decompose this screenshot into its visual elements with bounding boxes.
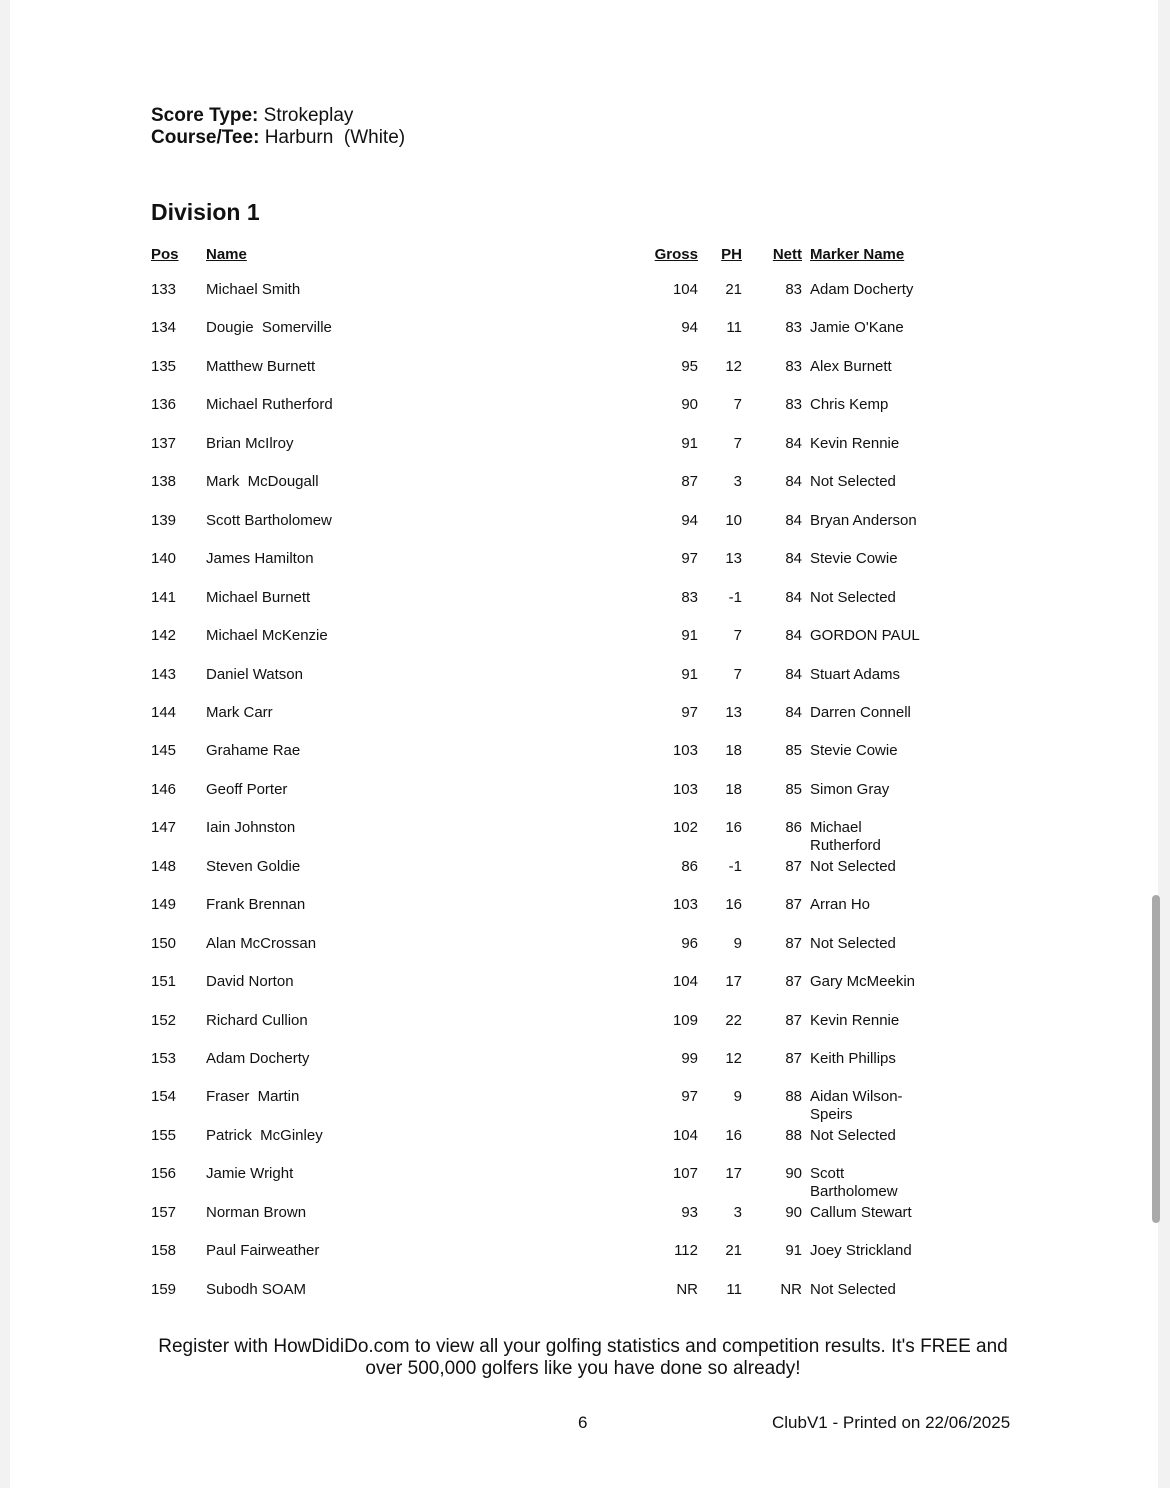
cell-name: Paul Fairweather xyxy=(206,1242,320,1259)
cell-pos: 154 xyxy=(151,1088,177,1105)
cell-pos: 152 xyxy=(151,1012,177,1029)
course-tee-label: Course/Tee: xyxy=(151,127,260,148)
cell-nett: 83 xyxy=(785,281,802,298)
cell-ph: 18 xyxy=(725,781,742,798)
cell-name: Subodh SOAM xyxy=(206,1281,307,1298)
table-row xyxy=(10,319,1158,357)
cell-ph: 12 xyxy=(725,1050,742,1067)
cell-nett: 84 xyxy=(785,550,802,567)
table-row xyxy=(10,396,1158,434)
cell-ph: -1 xyxy=(728,858,742,875)
cell-nett: 84 xyxy=(785,704,802,721)
cell-name: Grahame Rae xyxy=(206,742,301,759)
cell-ph: -1 xyxy=(728,589,742,606)
cell-gross: 91 xyxy=(681,435,698,452)
cell-ph: 17 xyxy=(725,973,742,990)
cell-name: Michael McKenzie xyxy=(206,627,328,644)
table-row xyxy=(10,1242,1158,1280)
cell-nett: 87 xyxy=(785,973,802,990)
table-row xyxy=(10,781,1158,819)
cell-gross: 97 xyxy=(681,1088,698,1105)
table-row xyxy=(10,589,1158,627)
cell-marker-name: Not Selected xyxy=(810,589,896,606)
cell-name: Patrick McGinley xyxy=(206,1127,323,1144)
cell-gross: 94 xyxy=(681,319,698,336)
table-row xyxy=(10,1012,1158,1050)
cell-ph: 7 xyxy=(733,396,742,413)
table-row xyxy=(10,704,1158,742)
cell-gross: 99 xyxy=(681,1050,698,1067)
cell-nett: 87 xyxy=(785,858,802,875)
cell-pos: 151 xyxy=(151,973,177,990)
cell-nett: 86 xyxy=(785,819,802,836)
competition-meta xyxy=(151,105,405,149)
cell-name: Steven Goldie xyxy=(206,858,301,875)
cell-pos: 136 xyxy=(151,396,177,413)
cell-marker-name: GORDON PAUL xyxy=(810,627,920,644)
cell-gross: 103 xyxy=(672,896,698,913)
cell-gross: 83 xyxy=(681,589,698,606)
cell-gross: 103 xyxy=(672,781,698,798)
cell-gross: 104 xyxy=(672,1127,698,1144)
table-row xyxy=(10,1127,1158,1165)
table-row xyxy=(10,358,1158,396)
cell-name: Brian McIlroy xyxy=(206,435,294,452)
printed-info: ClubV1 - Printed on 22/06/2025 xyxy=(772,1413,1011,1432)
cell-gross: 104 xyxy=(672,281,698,298)
cell-pos: 134 xyxy=(151,319,177,336)
cell-nett: 83 xyxy=(785,396,802,413)
header-pos: Pos xyxy=(151,246,179,263)
cell-nett: 87 xyxy=(785,896,802,913)
cell-marker-name: Scott Bartholomew xyxy=(810,1165,898,1200)
cell-marker-name: Simon Gray xyxy=(810,781,890,798)
cell-nett: 84 xyxy=(785,435,802,452)
cell-gross: 97 xyxy=(681,550,698,567)
score-type-label: Score Type: xyxy=(151,105,259,126)
cell-nett: 85 xyxy=(785,781,802,798)
table-row xyxy=(10,858,1158,896)
cell-pos: 155 xyxy=(151,1127,177,1144)
cell-name: Adam Docherty xyxy=(206,1050,310,1067)
cell-marker-name: Jamie O'Kane xyxy=(810,319,904,336)
cell-nett: 87 xyxy=(785,1012,802,1029)
cell-marker-name: Gary McMeekin xyxy=(810,973,916,990)
cell-pos: 133 xyxy=(151,281,177,298)
cell-name: Mark McDougall xyxy=(206,473,319,490)
document-page xyxy=(10,0,1158,1488)
cell-pos: 143 xyxy=(151,666,177,683)
vertical-scrollbar[interactable] xyxy=(1152,895,1160,1223)
cell-marker-name: Darren Connell xyxy=(810,704,911,721)
cell-pos: 142 xyxy=(151,627,177,644)
cell-gross: 94 xyxy=(681,512,698,529)
cell-gross: 97 xyxy=(681,704,698,721)
cell-gross: 107 xyxy=(672,1165,698,1182)
cell-gross: 102 xyxy=(672,819,698,836)
cell-marker-name: Not Selected xyxy=(810,858,896,875)
cell-marker-name: Michael Rutherford xyxy=(810,819,881,854)
cell-pos: 156 xyxy=(151,1165,177,1182)
header-nett: Nett xyxy=(772,246,802,263)
cell-pos: 139 xyxy=(151,512,177,529)
table-row xyxy=(10,473,1158,511)
course-tee-value: Harburn (White) xyxy=(264,127,406,148)
cell-marker-name: Aidan Wilson-Speirs xyxy=(810,1088,903,1123)
cell-pos: 150 xyxy=(151,935,177,952)
table-row xyxy=(10,742,1158,780)
cell-ph: 18 xyxy=(725,742,742,759)
table-row xyxy=(10,896,1158,934)
cell-nett: 88 xyxy=(785,1088,802,1105)
cell-marker-name: Stuart Adams xyxy=(810,666,901,683)
table-row xyxy=(10,1281,1158,1319)
cell-marker-name: Adam Docherty xyxy=(810,281,914,298)
division-title: Division 1 xyxy=(151,199,260,225)
cell-pos: 157 xyxy=(151,1204,177,1221)
cell-pos: 140 xyxy=(151,550,177,567)
cell-name: Mark Carr xyxy=(206,704,273,721)
table-row xyxy=(10,281,1158,319)
cell-ph: 10 xyxy=(725,512,742,529)
cell-marker-name: Chris Kemp xyxy=(810,396,889,413)
cell-gross: 86 xyxy=(681,858,698,875)
cell-marker-name: Callum Stewart xyxy=(810,1204,912,1221)
table-row xyxy=(10,550,1158,588)
cell-name: Matthew Burnett xyxy=(206,358,316,375)
cell-nett: 84 xyxy=(785,512,802,529)
table-row xyxy=(10,973,1158,1011)
cell-marker-name: Kevin Rennie xyxy=(810,435,900,452)
cell-nett: 83 xyxy=(785,319,802,336)
cell-pos: 148 xyxy=(151,858,177,875)
cell-pos: 145 xyxy=(151,742,177,759)
cell-gross: 96 xyxy=(681,935,698,952)
cell-pos: 144 xyxy=(151,704,177,721)
cell-name: David Norton xyxy=(206,973,294,990)
cell-ph: 9 xyxy=(733,1088,742,1105)
cell-nett: 83 xyxy=(785,358,802,375)
table-row xyxy=(10,435,1158,473)
cell-marker-name: Not Selected xyxy=(810,1281,896,1298)
promo-text: Register with HowDidiDo.com to view all your golfing statistics and competition results. It's FREE and over 500,000 golfers like you have done so already! xyxy=(158,1336,1008,1379)
cell-marker-name: Alex Burnett xyxy=(810,358,892,375)
cell-name: Fraser Martin xyxy=(206,1088,300,1105)
cell-ph: 16 xyxy=(725,896,742,913)
cell-pos: 147 xyxy=(151,819,177,836)
cell-ph: 22 xyxy=(725,1012,742,1029)
cell-pos: 137 xyxy=(151,435,177,452)
cell-name: Iain Johnston xyxy=(206,819,296,836)
cell-ph: 17 xyxy=(725,1165,742,1182)
cell-ph: 7 xyxy=(733,627,742,644)
cell-marker-name: Not Selected xyxy=(810,1127,896,1144)
table-row xyxy=(10,1165,1158,1203)
cell-ph: 21 xyxy=(725,1242,742,1259)
table-row xyxy=(10,1204,1158,1242)
cell-pos: 138 xyxy=(151,473,177,490)
cell-marker-name: Not Selected xyxy=(810,935,896,952)
cell-marker-name: Not Selected xyxy=(810,473,896,490)
cell-nett: 87 xyxy=(785,1050,802,1067)
cell-name: Scott Bartholomew xyxy=(206,512,332,529)
cell-pos: 153 xyxy=(151,1050,177,1067)
cell-name: Jamie Wright xyxy=(206,1165,294,1182)
cell-name: Geoff Porter xyxy=(206,781,288,798)
cell-nett: 91 xyxy=(785,1242,802,1259)
table-row xyxy=(10,935,1158,973)
header-ph: PH xyxy=(721,246,742,263)
cell-name: Dougie Somerville xyxy=(206,319,332,336)
cell-ph: 7 xyxy=(733,666,742,683)
cell-ph: 11 xyxy=(726,1281,742,1298)
cell-gross: NR xyxy=(676,1281,698,1298)
cell-name: Alan McCrossan xyxy=(206,935,317,952)
cell-gross: 112 xyxy=(674,1242,698,1259)
cell-gross: 90 xyxy=(681,396,698,413)
cell-gross: 91 xyxy=(681,627,698,644)
cell-name: Michael Rutherford xyxy=(206,396,333,413)
page-number: 6 xyxy=(578,1413,588,1432)
cell-gross: 95 xyxy=(681,358,698,375)
table-row xyxy=(10,666,1158,704)
cell-name: James Hamilton xyxy=(206,550,314,567)
cell-gross: 87 xyxy=(681,473,698,490)
cell-nett: 87 xyxy=(785,935,802,952)
cell-marker-name: Stevie Cowie xyxy=(810,742,898,759)
cell-marker-name: Stevie Cowie xyxy=(810,550,898,567)
cell-gross: 93 xyxy=(681,1204,698,1221)
cell-nett: 84 xyxy=(785,666,802,683)
score-type-value: Strokeplay xyxy=(263,105,354,126)
cell-nett: 90 xyxy=(785,1165,802,1182)
cell-marker-name: Joey Strickland xyxy=(810,1242,912,1259)
cell-gross: 91 xyxy=(681,666,698,683)
cell-name: Daniel Watson xyxy=(206,666,303,683)
header-gross: Gross xyxy=(654,246,698,263)
cell-ph: 16 xyxy=(725,819,742,836)
cell-ph: 9 xyxy=(733,935,742,952)
cell-nett: 84 xyxy=(785,473,802,490)
cell-ph: 3 xyxy=(733,473,742,490)
cell-gross: 104 xyxy=(672,973,698,990)
cell-nett: NR xyxy=(780,1281,802,1298)
cell-marker-name: Kevin Rennie xyxy=(810,1012,900,1029)
cell-marker-name: Bryan Anderson xyxy=(810,512,917,529)
cell-ph: 7 xyxy=(733,435,742,452)
cell-nett: 84 xyxy=(785,589,802,606)
cell-ph: 11 xyxy=(726,319,742,336)
cell-name: Frank Brennan xyxy=(206,896,306,913)
table-row xyxy=(10,512,1158,550)
table-row xyxy=(10,819,1158,857)
cell-nett: 85 xyxy=(785,742,802,759)
cell-gross: 109 xyxy=(672,1012,698,1029)
cell-nett: 88 xyxy=(785,1127,802,1144)
cell-name: Michael Smith xyxy=(206,281,301,298)
cell-name: Norman Brown xyxy=(206,1204,307,1221)
cell-marker-name: Keith Phillips xyxy=(810,1050,896,1067)
cell-ph: 12 xyxy=(725,358,742,375)
cell-nett: 84 xyxy=(785,627,802,644)
cell-ph: 16 xyxy=(725,1127,742,1144)
cell-ph: 13 xyxy=(725,704,742,721)
cell-nett: 90 xyxy=(785,1204,802,1221)
cell-pos: 141 xyxy=(151,589,177,606)
cell-pos: 146 xyxy=(151,781,177,798)
cell-ph: 3 xyxy=(733,1204,742,1221)
cell-ph: 13 xyxy=(725,550,742,567)
table-row xyxy=(10,1050,1158,1088)
cell-pos: 159 xyxy=(151,1281,177,1298)
cell-ph: 21 xyxy=(725,281,742,298)
table-row xyxy=(10,627,1158,665)
cell-gross: 103 xyxy=(672,742,698,759)
table-row xyxy=(10,1088,1158,1126)
cell-name: Michael Burnett xyxy=(206,589,311,606)
cell-pos: 158 xyxy=(151,1242,177,1259)
cell-pos: 135 xyxy=(151,358,177,375)
header-marker-name: Marker Name xyxy=(810,246,905,263)
cell-name: Richard Cullion xyxy=(206,1012,308,1029)
header-name: Name xyxy=(206,246,247,263)
cell-marker-name: Arran Ho xyxy=(810,896,871,913)
cell-pos: 149 xyxy=(151,896,177,913)
